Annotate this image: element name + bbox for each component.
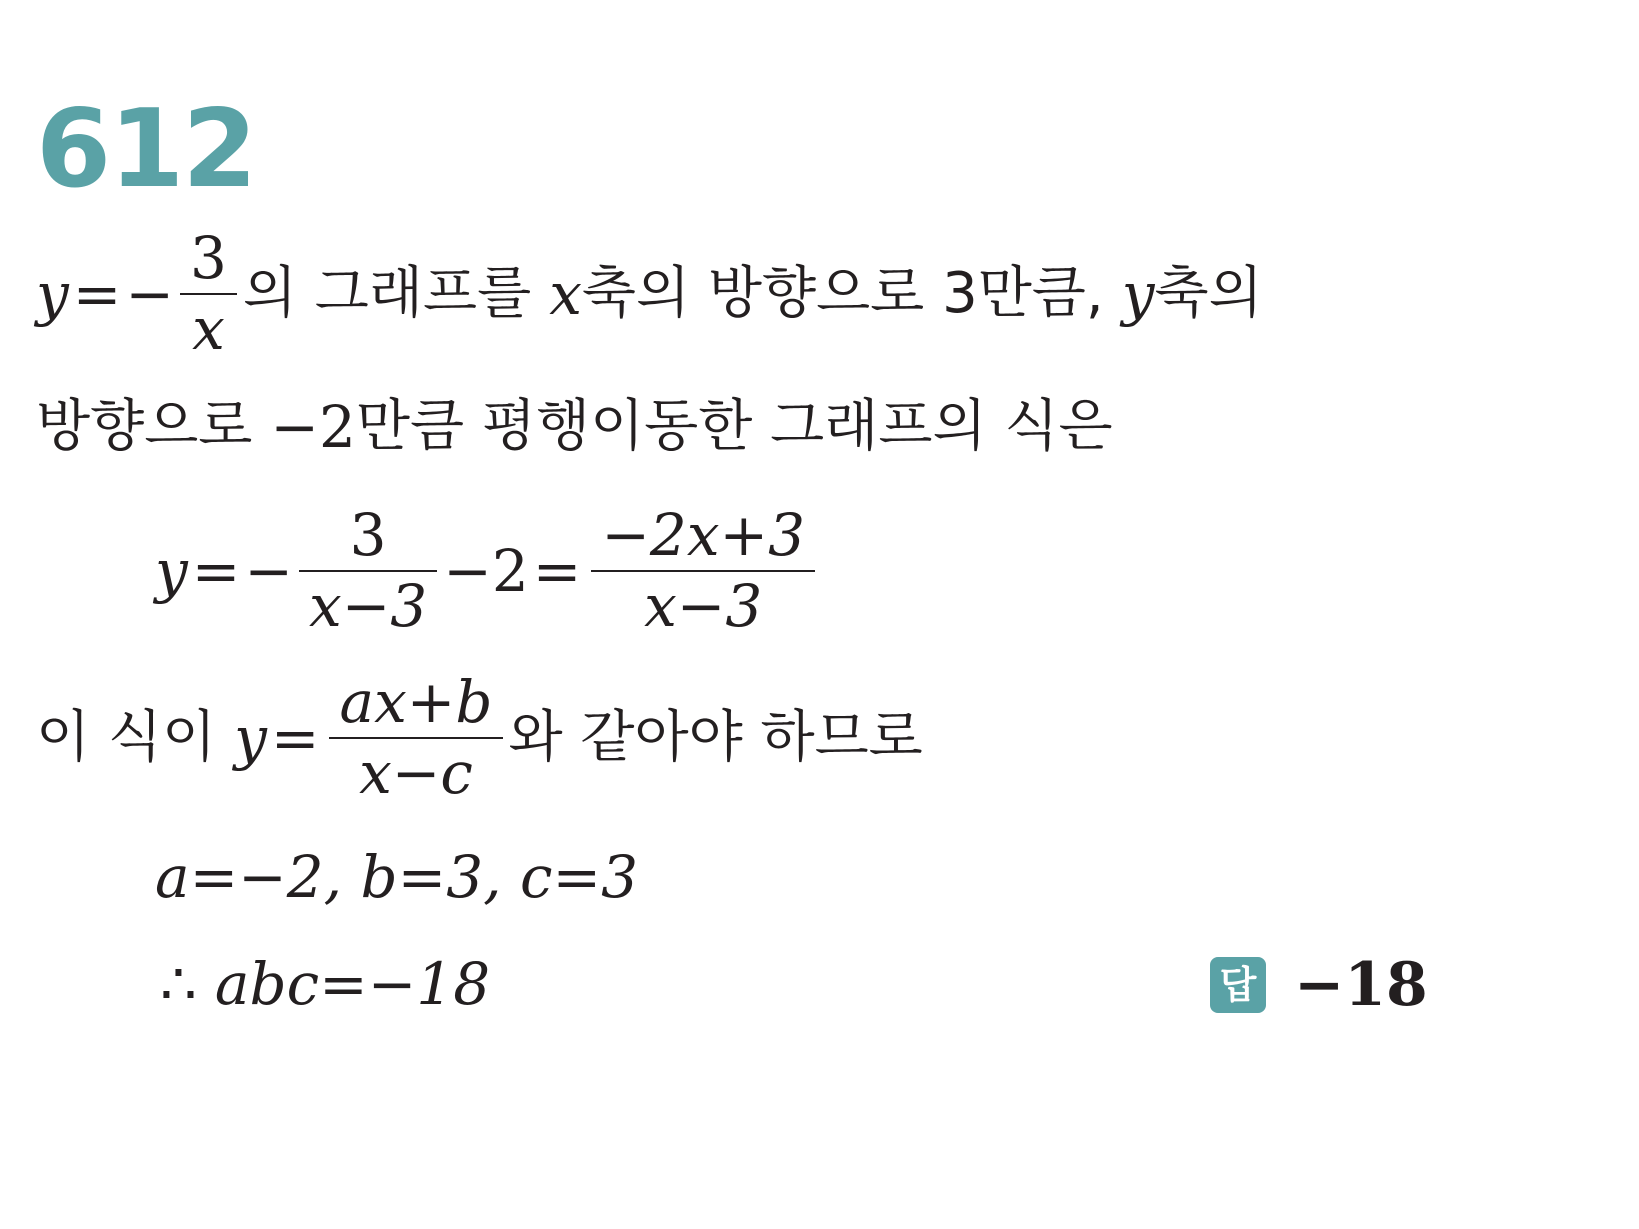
var-y: y <box>1121 259 1155 328</box>
answer-value: −18 <box>1294 950 1428 1020</box>
statement-text: 이 식이 <box>36 704 217 770</box>
equation-coefficients <box>155 843 639 911</box>
equals-sign: = <box>532 536 582 605</box>
statement-line-1 <box>36 224 1263 363</box>
coefficients-text: a=−2, b=3, c=3 <box>155 843 639 911</box>
fraction-3-over-x <box>180 224 237 363</box>
fraction-combined <box>591 501 815 640</box>
fraction-numerator: 3 <box>190 224 227 292</box>
statement-text: 와 같아야 하므로 <box>508 704 923 770</box>
answer-badge: 답 <box>1210 957 1266 1013</box>
equation-result <box>160 950 491 1018</box>
minus-sign: − <box>125 259 174 328</box>
minus-two: −2 <box>443 536 529 605</box>
statement-text: 방향으로 <box>36 394 253 459</box>
statement-text: 축의 <box>1154 260 1263 326</box>
statement-line-3 <box>36 668 923 807</box>
result-text: abc=−18 <box>214 950 491 1018</box>
statement-text: 축의 방향으로 3만큼, <box>581 260 1104 326</box>
equals-sign: = <box>270 703 320 772</box>
fraction-3-over-x-minus-3 <box>299 501 437 640</box>
var-y: y <box>155 536 188 605</box>
fraction-denominator: x−3 <box>309 571 428 640</box>
var-x: x <box>549 259 582 328</box>
problem-number: 612 <box>36 87 256 212</box>
fraction-denominator: x <box>192 294 225 363</box>
equals-sign: = <box>191 536 241 605</box>
equals-sign: = <box>72 259 122 328</box>
shift-value: −2 <box>270 393 356 461</box>
var-y: y <box>234 703 267 772</box>
minus-sign: − <box>244 536 293 605</box>
fraction-numerator: 3 <box>349 501 387 569</box>
answer-block <box>1210 950 1428 1020</box>
fraction-denominator: x−c <box>359 738 473 807</box>
statement-text: 만큼 평행이동한 그래프의 식은 <box>355 394 1113 459</box>
fraction-denominator: x−3 <box>644 571 763 640</box>
statement-line-2 <box>36 393 1113 461</box>
equation-transformed <box>155 501 821 640</box>
fraction-numerator: ax+b <box>339 668 493 736</box>
fraction-numerator: −2x+3 <box>601 501 806 569</box>
statement-text: 의 그래프를 <box>242 260 532 326</box>
therefore-symbol: ∴ <box>160 950 197 1018</box>
fraction-general-form <box>329 668 502 807</box>
var-y: y <box>36 259 69 328</box>
